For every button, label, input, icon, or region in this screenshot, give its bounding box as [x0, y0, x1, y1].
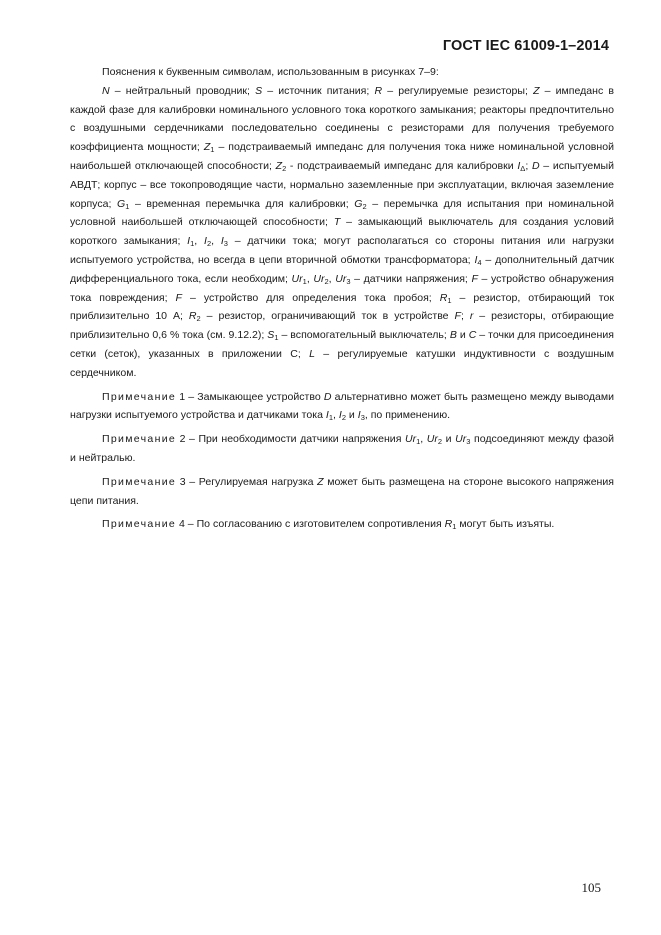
- intro-paragraph: Пояснения к буквенным символам, использованным в рисунках 7–9:: [102, 66, 439, 78]
- note-3: Примечание 3 – Регулируемая нагрузка Z может быть размещена на стороне высокого напряжения цепи питания.: [70, 475, 614, 507]
- note-label: Примечание: [102, 518, 177, 531]
- note-2: Примечание 2 – При необходимости датчики напряжения $Ur_1$, $Ur_2$ и $Ur_3$ подсоединяют между фазой и нейтралью.: [70, 433, 614, 464]
- note-label: Примечание: [102, 433, 177, 446]
- legend-paragraph: N – нейтральный проводник; S – источник питания; R – регулируемые резисторы; Z – импеданс в каждой фазе для калибровки номинального условного тока короткого замыкания; реакторы предпочтительно с воздушными сердечниками последовательно соединены с резисторами для получения требуемого коэффициента мощности; $Z_1$ – подстраиваемый импеданс для получения тока ниже номинальной условной наибольшей отключающей способности; $Z_2$ - подстраиваемый импеданс для калибровки $I_\Delta$; D – испытуемый АВДТ; корпус – все токопроводящие части, нормально заземленные при эксплуатации, включая заземление корпуса; $G_1$ – временная перемычка для калибровки; $G_2$ – перемычка для испытания при номинальной условной наибольшей отключающей способности; T – замыкающий выключатель для создания условий короткого замыкания; $I_1$, $I_2$, $I_3$ – датчики тока; могут располагаться со стороны питания или нагрузки испытуемого устройства, но всегда в цепи вторичной обмотки трансформатора; $I_4$ – дополнительный датчик дифференциального тока, если необходим; $Ur_1$, $Ur_2$, $Ur_3$ – датчики напряжения; F – устройство обнаружения тока повреждения; F – устройство для определения тока пробоя; $R_1$ – резистор, отбирающий ток приблизительно 10 А; $R_2$ – резистор, ограничивающий ток в устройстве F; r – резисторы, отбирающие приблизительно 0,6 % тока (см. 9.12.2); $S_1$ – вспомогательный выключатель; B и C – точки для присоединения сетки (сеток), указанных в приложении С; L – регулируемые катушки индуктивности с воздушным сердечником.: [70, 84, 615, 379]
- document-header: ГОСТ IEC 61009-1–2014: [442, 38, 609, 54]
- page-number: 105: [581, 880, 601, 895]
- note-label: Примечание: [102, 475, 177, 488]
- note-label: Примечание: [102, 390, 177, 403]
- document-body: [70, 63, 614, 534]
- note-1: Примечание 1 – Замыкающее устройство D альтернативно может быть размещено между выводами нагрузки испытуемого устройства и датчиками тока $I_1$, $I_2$ и $I_3$, по применению.: [70, 390, 614, 423]
- note-4: Примечание 4 – По согласованию с изготовителем сопротивления $R_1$ могут быть изъяты.: [102, 518, 555, 532]
